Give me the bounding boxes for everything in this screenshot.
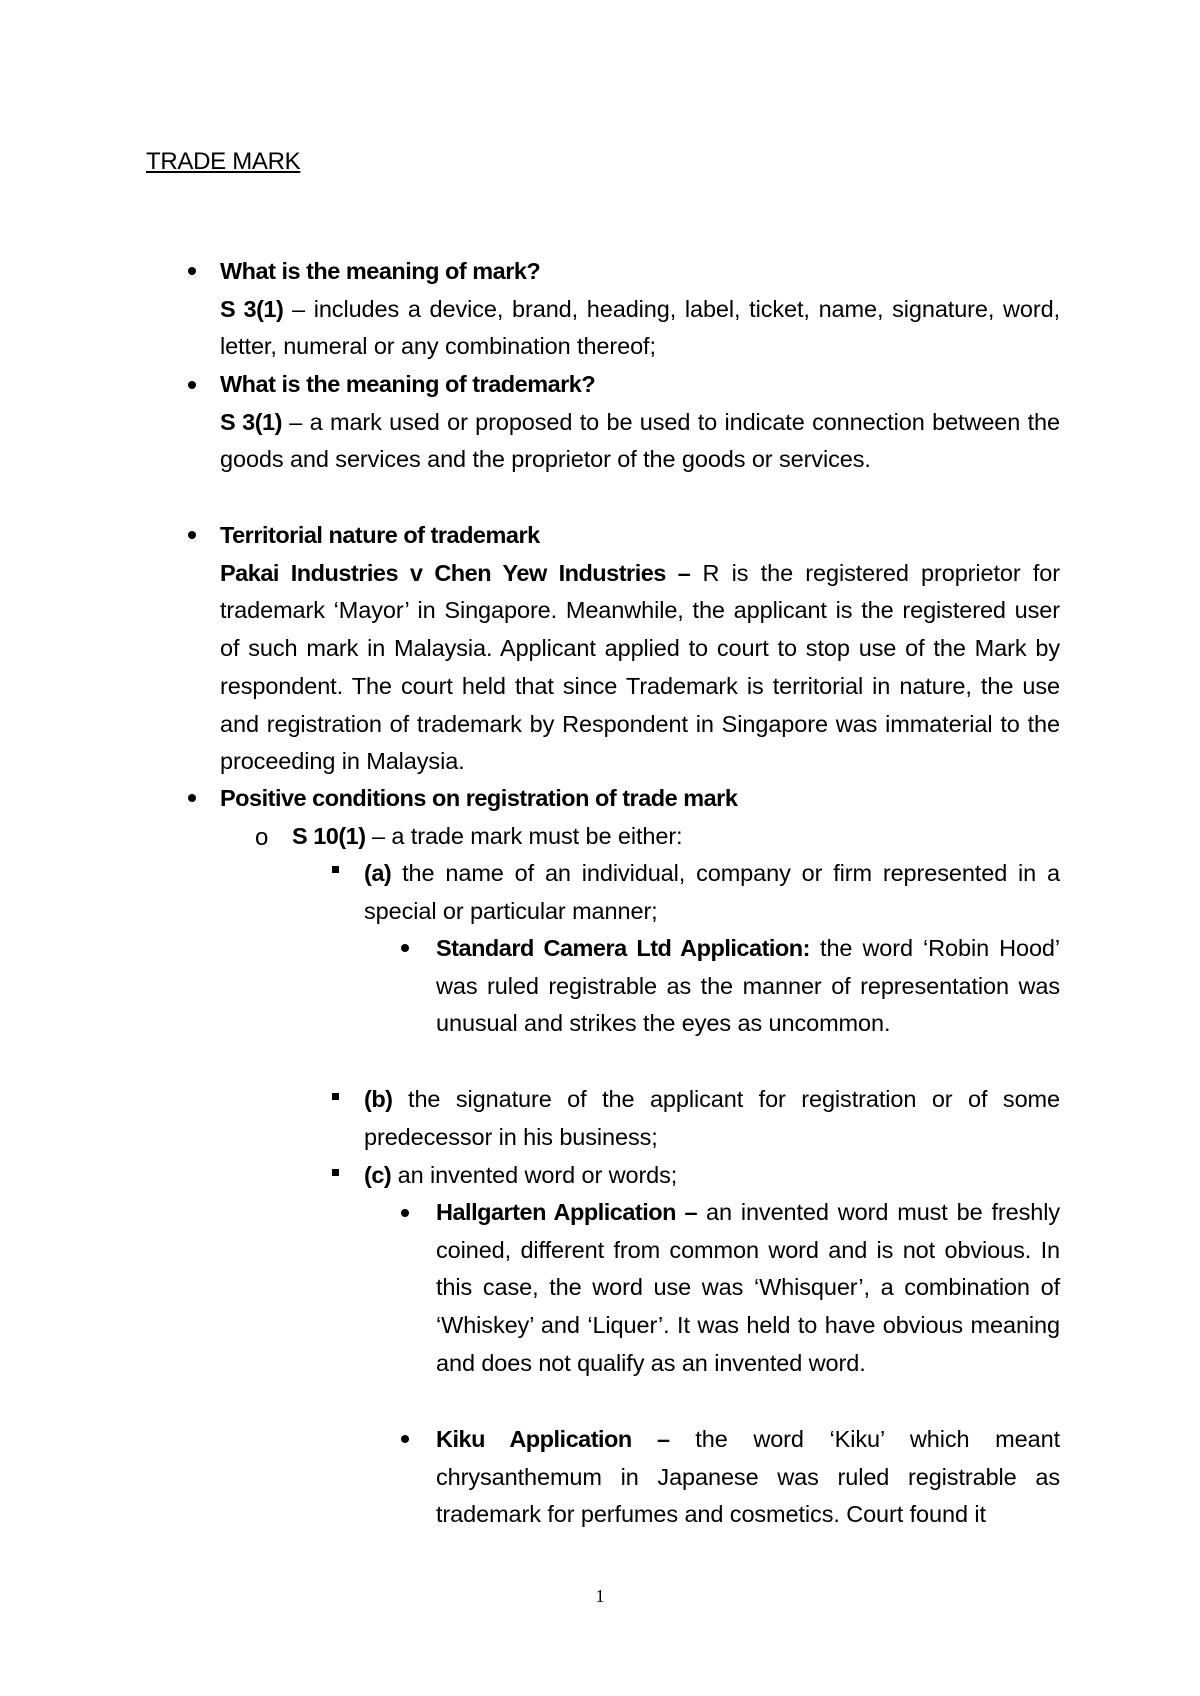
page-number: 1 [595,1586,605,1606]
case-hallgarten [436,1194,1060,1383]
item-text: the name of an individual, company or firm represented in a special or particular manner; [364,860,1060,924]
item-ref: (a) [364,860,392,886]
section-heading: What is the meaning of mark? [220,258,541,284]
section-mark-meaning [220,253,1060,366]
item-a [364,855,1060,930]
bullet [188,267,196,275]
item-c [364,1157,1060,1195]
square-bullet [332,1093,339,1100]
case-name: Standard Camera Ltd Application: [436,935,810,961]
bullet [401,944,409,952]
case-name: Kiku Application – [436,1426,670,1452]
item-b [364,1081,1060,1156]
item-text: an invented word or words; [391,1162,678,1188]
document-title: TRADE MARK [146,148,301,175]
bullet [401,1209,409,1217]
bullet [401,1435,409,1443]
item-ref: (b) [364,1086,393,1112]
s10-line [292,818,1060,856]
section-territorial-nature [220,517,1060,781]
section-heading: Territorial nature of trademark [220,522,540,548]
section-text: – includes a device, brand, heading, label, ticket, name, signature, word, letter, numeral or any combination thereof; [220,295,1060,360]
square-bullet [332,866,339,873]
case-kiku [436,1421,1060,1534]
circle-marker: o [255,824,269,851]
statute-ref: S 10(1) [292,823,366,849]
section-text: – a mark used or proposed to be used to indicate connection between the goods and services and the proprietor of the goods or services. [220,408,1060,473]
statute-ref: S 3(1) [220,408,282,435]
case-standard-camera [436,930,1060,1043]
square-bullet [332,1169,339,1176]
case-text: an invented word must be freshly coined, different from common word and is not obvious. In this case, the word use was ‘Whisquer’, a combination of ‘Whiskey’ and ‘Liquer’. It was held to have obvious meaning and does not qualify as an invented word. [436,1199,1061,1376]
case-name: Pakai Industries v Chen Yew Industries – [220,559,691,586]
section-heading: What is the meaning of trademark? [220,371,596,397]
section-positive-conditions [220,780,1060,818]
item-text: the signature of the applicant for registration or of some predecessor in his business; [364,1086,1060,1150]
bullet [188,381,196,389]
bullet [188,794,196,802]
section-trademark-meaning [220,366,1060,479]
statute-ref: S 3(1) [220,295,284,322]
section-text: R is the registered proprietor for trademark ‘Mayor’ in Singapore. Meanwhile, the applicant is the registered user of such mark in Malaysia. Applicant applied to court to stop use of the Mark by respondent. The court held that since Trademark is territorial in nature, the use and registration of trademark by Respondent in Singapore was immaterial to the proceeding in Malaysia. [220,559,1060,775]
bullet [188,531,196,539]
case-text: the word ‘Robin Hood’ was ruled registrable as the manner of representation was unusual and strikes the eyes as uncommon. [436,935,1061,1037]
case-name: Hallgarten Application – [436,1199,698,1225]
item-ref: (c) [364,1162,392,1188]
section-heading: Positive conditions on registration of trade mark [220,785,738,811]
case-text: the word ‘Kiku’ which meant chrysanthemum in Japanese was ruled registrable as trademark for perfumes and cosmetics. Court found it [436,1426,1060,1528]
section-text: – a trade mark must be either: [365,823,683,849]
